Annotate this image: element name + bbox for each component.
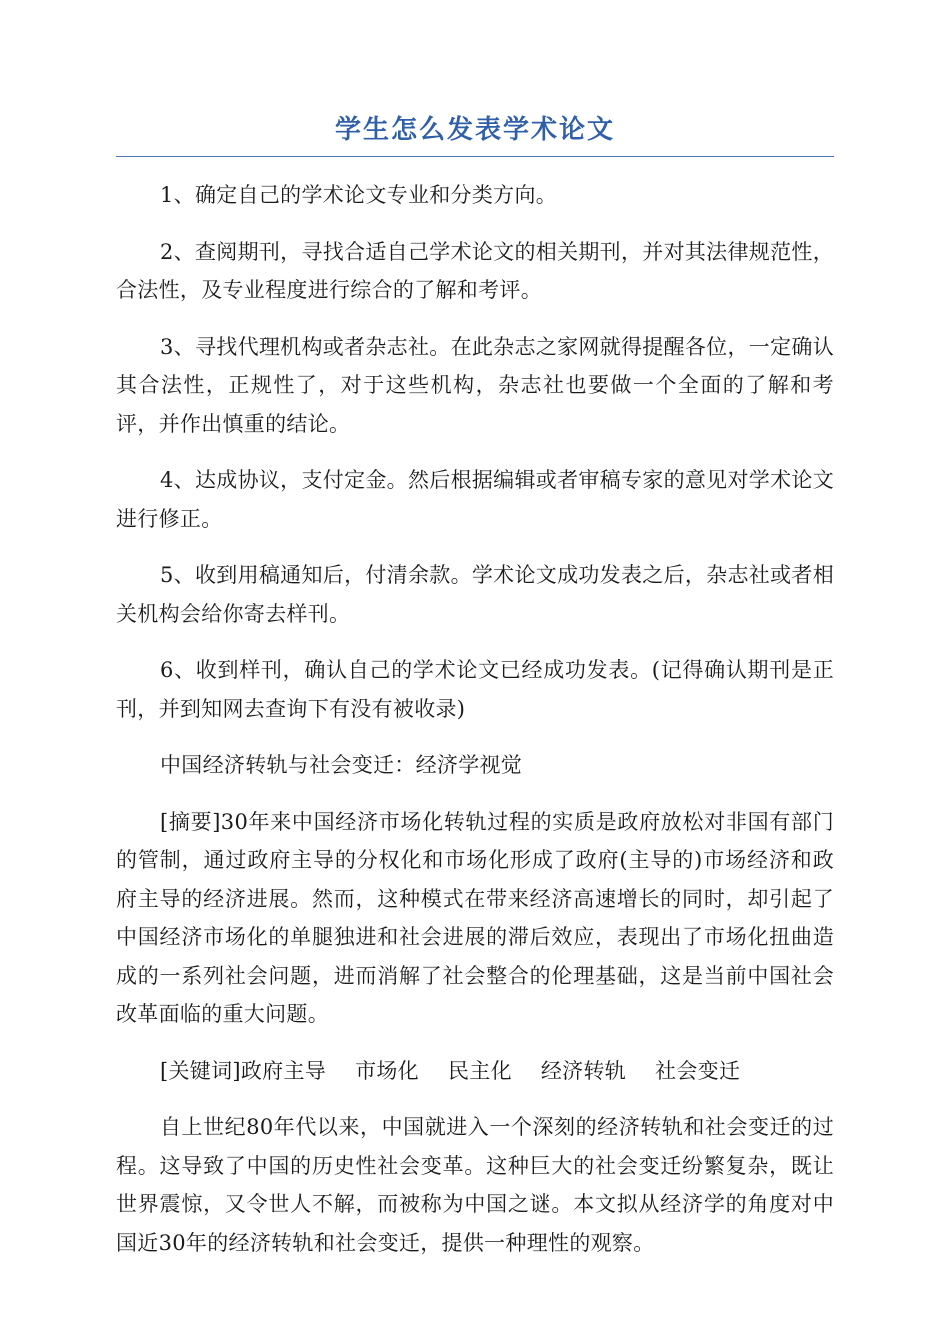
step-3-paragraph: 3、寻找代理机构或者杂志社。在此杂志之家网就得提醒各位，一定确认其合法性，正规性了，对于这些机构，杂志社也要做一个全面的了解和考评，并作出慎重的结论。 [116,334,834,436]
keywords-label: [关键词]政府主导 [160,1058,327,1083]
keyword-item: 社会变迁 [655,1058,741,1083]
keywords-line [116,1052,834,1091]
keyword-item: 民主化 [447,1058,512,1083]
abstract-paragraph: [摘要]30年来中国经济市场化转轨过程的实质是政府放松对非国有部门的管制，通过政府主导的分权化和市场化形成了政府(主导的)市场经济和政府主导的经济进展。然而，这种模式在带来经济高速增长的同时，却引起了中国经济市场化的单腿独进和社会进展的滞后效应，表现出了市场化扭曲造成的一系列社会问题，进而消解了社会整合的伦理基础，这是当前中国社会改革面临的重大问题。 [116,809,834,1026]
article-heading: 中国经济转轨与社会变迁：经济学视觉 [160,753,523,777]
step-1-paragraph: 1、确定自己的学术论文专业和分类方向。 [160,183,558,207]
intro-paragraph: 自上世纪80年代以来，中国就进入一个深刻的经济转轨和社会变迁的过程。这导致了中国的历史性社会变革。这种巨大的社会变迁纷繁复杂，既让世界震惊，又令世人不解，而被称为中国之谜。本文拟从经济学的角度对中国近30年的经济转轨和社会变迁，提供一种理性的观察。 [116,1115,834,1255]
keyword-item: 市场化 [355,1058,419,1083]
step-5-paragraph: 5、收到用稿通知后，付清余款。学术论文成功发表之后，杂志社或者相关机构会给你寄去样刊。 [116,563,834,626]
title-underline [116,108,834,157]
document-body [116,176,834,1280]
document-title: 学生怎么发表学术论文 [334,115,615,145]
step-4-paragraph: 4、达成协议，支付定金。然后根据编辑或者审稿专家的意见对学术论文进行修正。 [116,468,834,531]
step-2-paragraph: 2、查阅期刊，寻找合适自己学术论文的相关期刊，并对其法律规范性，合法性，及专业程度进行综合的了解和考评。 [116,239,834,302]
step-6-paragraph: 6、收到样刊，确认自己的学术论文已经成功发表。(记得确认期刊是正刊，并到知网去查询下有没有被收录) [116,658,834,721]
keyword-item: 经济转轨 [540,1058,627,1083]
